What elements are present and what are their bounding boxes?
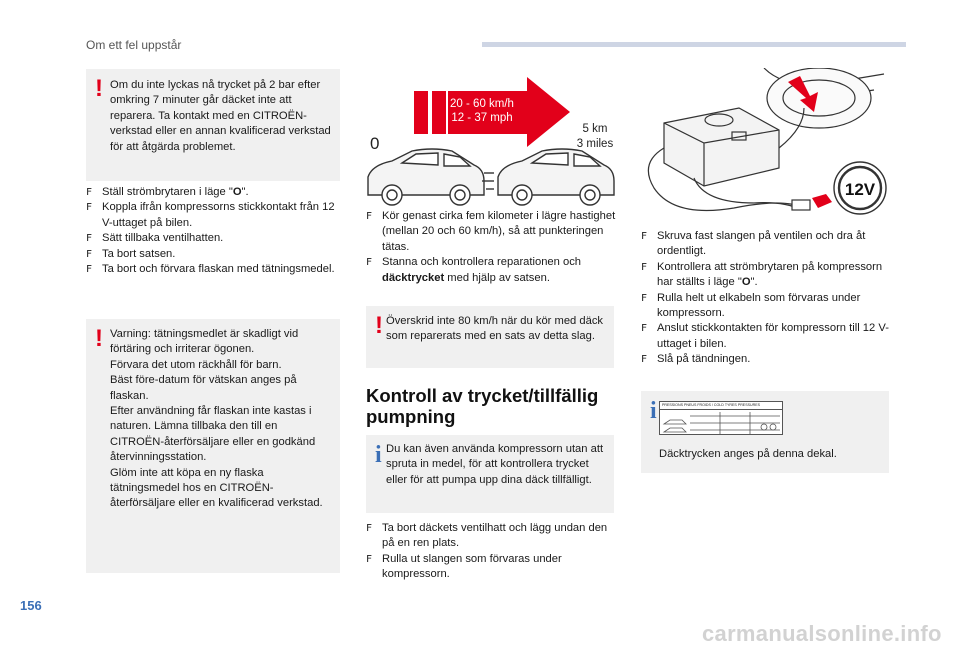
- warning-sealant-line: Bäst före-datum för vätskan anges på flaskan.: [110, 374, 297, 402]
- warning-sealant-line: Varning: tätningsmedlet är skadligt vid förtäring och irriterar ögonen.: [110, 328, 299, 356]
- driving-illustration: [362, 77, 620, 207]
- info-i-icon: i: [650, 398, 657, 424]
- speed-kmh-label: 20 - 60 km/h: [450, 98, 514, 110]
- step-item: [641, 291, 891, 322]
- step-item: [641, 229, 891, 260]
- info-box-compressor: [366, 435, 614, 513]
- car-start-icon: [368, 149, 484, 205]
- speed-bar-1: [414, 91, 428, 134]
- pressure-label-drawing: [660, 410, 784, 436]
- warning-sealant-line: Förvara det utom räckhåll för barn.: [110, 358, 282, 371]
- middle-steps-list: [366, 209, 618, 286]
- 12v-socket-icon: [834, 162, 886, 214]
- speed-mph-label: 12 - 37 mph: [451, 112, 513, 124]
- left-steps-list: [86, 185, 344, 277]
- section-title: Kontroll av trycket/tillfällig pumpning: [366, 385, 599, 427]
- step-text-bold: däcktrycket: [382, 271, 445, 284]
- step-text-pre: Ta bort satsen.: [102, 247, 176, 260]
- header-bar: [482, 42, 906, 47]
- distance-miles-label: 3 miles: [576, 138, 614, 150]
- step-text-pre: Rulla ut slangen som förvaras under kompressorn.: [382, 552, 562, 581]
- step-text-pre: Stanna och kontrollera reparationen och: [382, 256, 582, 269]
- step-item: [366, 255, 618, 286]
- page-number: 156: [20, 598, 42, 613]
- step-item: [86, 231, 344, 246]
- step-text-bold: O: [741, 276, 751, 289]
- step-item: [366, 521, 618, 552]
- step-text-pre: Ta bort och förvara flaskan med tätningsmedel.: [102, 263, 335, 276]
- warning-exclamation-icon: !: [95, 325, 103, 352]
- socket-12v-label: 12V: [844, 180, 876, 199]
- step-item: [86, 200, 344, 231]
- step-text-post: ".: [750, 276, 758, 289]
- step-text-pre: Skruva fast slangen på ventilen och dra åt ordentligt.: [657, 230, 866, 258]
- plug-arrow-icon: [812, 194, 832, 208]
- step-item: [641, 260, 891, 291]
- plug-icon: [792, 200, 810, 210]
- right-steps-list: [641, 229, 891, 368]
- step-text-pre: Rulla helt ut elkabeln som förvaras under kompressorn.: [657, 291, 861, 320]
- step-text-pre: Sätt tillbaka ventilhatten.: [102, 232, 224, 245]
- warning-box-sealant: [86, 319, 340, 573]
- speed-bar-2: [432, 91, 446, 134]
- pressure-label-image: [659, 401, 783, 435]
- watermark-text: carmanualsonline.info: [702, 621, 942, 646]
- compressor-illustration: [634, 68, 890, 224]
- warning-box-pressure: [86, 69, 340, 181]
- warning-text: Om du inte lyckas nå trycket på 2 bar efter omkring 7 minuter går däcket inte att reparera. Ta kontakt med en CITROËN-verkstad eller en annan kvalificerad verkstad för att åtgärda problemet.: [110, 79, 331, 153]
- warning-sealant-line: Glöm inte att köpa en ny flaska tätningsmedel hos en CITROËN-återförsäljare eller en kvalificerad verkstad.: [110, 466, 323, 510]
- step-item: [366, 209, 618, 255]
- step-item: [86, 262, 344, 277]
- step-text-post: med hjälp av satsen.: [444, 271, 550, 284]
- step-text-pre: Kontrollera att strömbrytaren på kompressorn har ställts i läge ": [657, 260, 883, 289]
- step-text-pre: Ställ strömbrytaren i läge ": [102, 186, 233, 198]
- step-item: [86, 185, 344, 200]
- compressor-icon: [664, 108, 779, 186]
- middle-steps2-list: [366, 521, 618, 583]
- step-text-pre: Slå på tändningen.: [657, 353, 751, 366]
- warning-sealant-line: Efter användning får flaskan inte kastas i naturen. Lämna tillbaka den till en CITROËN-återförsäljare eller en godkänd återvinningsstation.: [110, 405, 316, 464]
- car-moving-icon: [482, 149, 614, 205]
- distance-km-label: 5 km: [582, 123, 608, 135]
- step-text-pre: Koppla ifrån kompressorns stickkontakt från 12 V-uttaget på bilen.: [102, 201, 335, 229]
- start-zero-label: 0: [370, 134, 380, 153]
- step-text-pre: Anslut stickkontakten för kompressorn till 12 V-uttaget i bilen.: [657, 322, 889, 350]
- warning-box-speed: [366, 306, 614, 368]
- warning-sealant-text: [110, 327, 334, 512]
- step-item: [86, 247, 344, 262]
- step-text-post: ".: [241, 186, 249, 198]
- step-item: [366, 552, 618, 583]
- info-box-pressure-label: [641, 391, 889, 473]
- page-header-title: Om ett fel uppstår: [86, 38, 182, 52]
- warning-speed-text: Överskrid inte 80 km/h när du kör med däck som reparerats med en sats av detta slag.: [386, 315, 604, 343]
- pressure-label-caption: Däcktrycken anges på denna dekal.: [659, 448, 837, 460]
- info-i-icon: i: [375, 442, 382, 468]
- step-text-pre: Kör genast cirka fem kilometer i lägre hastighet (mellan 20 och 60 km/h), så att punkteringen tätas.: [382, 210, 616, 253]
- step-item: [641, 321, 891, 352]
- step-text-pre: Ta bort däckets ventilhatt och lägg undan den på en ren plats.: [382, 522, 608, 550]
- step-item: [641, 352, 891, 367]
- info-compressor-text: Du kan även använda kompressorn utan att spruta in medel, för att kontrollera trycket eller för att pumpa upp dina däck tillfälligt.: [386, 443, 604, 486]
- step-text-bold: O: [232, 186, 242, 198]
- pressure-label-heading: PRESSIONS PNEUS FROIDS / COLD TYRES PRESSURES: [660, 402, 782, 410]
- warning-exclamation-icon: !: [95, 75, 103, 102]
- warning-exclamation-icon: !: [375, 312, 383, 339]
